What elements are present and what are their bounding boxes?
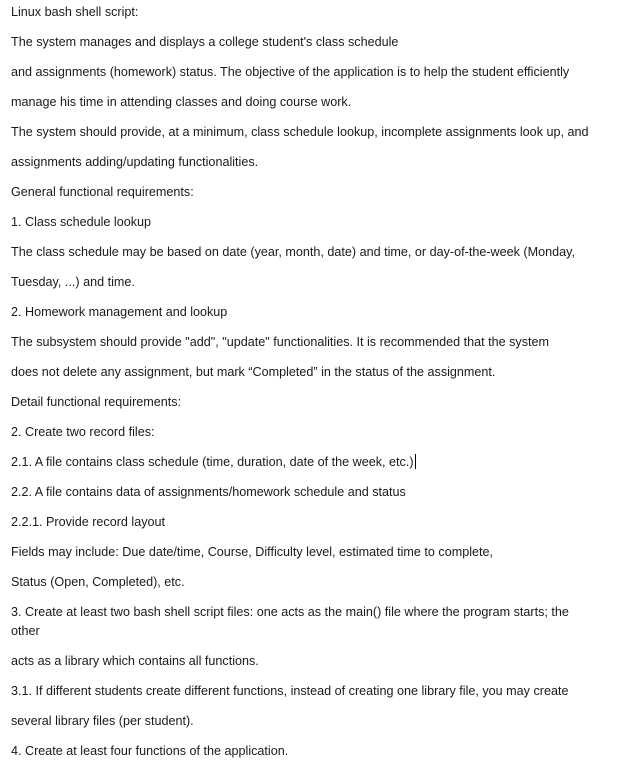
text-cursor bbox=[415, 454, 416, 469]
doc-line-intro-1: The system manages and displays a college student's class schedule bbox=[11, 35, 399, 49]
doc-line-item-3-1-a: 3.1. If different students create different functions, instead of creating one library file, you may create bbox=[11, 684, 569, 698]
doc-line-item-3-2: other bbox=[11, 624, 40, 638]
doc-line-item-1-desc-2: Tuesday, ...) and time. bbox=[11, 275, 135, 289]
doc-line-intro-2: and assignments (homework) status. The objective of the application is to help the student efficiently bbox=[11, 65, 570, 79]
doc-line-detail-2-1-row bbox=[11, 454, 416, 470]
doc-line-detail-2: 2. Create two record files: bbox=[11, 425, 155, 439]
doc-line-item-1-desc-1: The class schedule may be based on date (year, month, date) and time, or day-of-the-week (Monday, bbox=[11, 245, 575, 259]
doc-line-detail-2-1: 2.1. A file contains class schedule (time, duration, date of the week, etc.) bbox=[11, 455, 414, 469]
doc-line-item-3-1-b: several library files (per student). bbox=[11, 714, 194, 728]
doc-line-item-2-desc-2: does not delete any assignment, but mark “Completed” in the status of the assignment. bbox=[11, 365, 496, 379]
doc-line-detail-2-2-1: 2.2.1. Provide record layout bbox=[11, 515, 166, 529]
doc-line-item-2: 2. Homework management and lookup bbox=[11, 305, 228, 319]
doc-line-fields-2: Status (Open, Completed), etc. bbox=[11, 575, 185, 589]
doc-line-fields-1: Fields may include: Due date/time, Course, Difficulty level, estimated time to complete, bbox=[11, 545, 494, 559]
doc-line-detail-heading: Detail functional requirements: bbox=[11, 395, 182, 409]
doc-line-item-2-desc-1: The subsystem should provide "add", "update" functionalities. It is recommended that the system bbox=[11, 335, 550, 349]
doc-line-item-1: 1. Class schedule lookup bbox=[11, 215, 152, 229]
doc-line-detail-2-2: 2.2. A file contains data of assignments/homework schedule and status bbox=[11, 485, 406, 499]
doc-line-title: Linux bash shell script: bbox=[11, 5, 139, 19]
doc-line-general-heading: General functional requirements: bbox=[11, 185, 194, 199]
doc-line-intro-3: manage his time in attending classes and doing course work. bbox=[11, 95, 352, 109]
doc-line-item-4: 4. Create at least four functions of the application. bbox=[11, 744, 289, 758]
doc-line-provide-1: The system should provide, at a minimum, class schedule lookup, incomplete assignments look up, and bbox=[11, 125, 589, 139]
doc-line-provide-2: assignments adding/updating functionalities. bbox=[11, 155, 259, 169]
doc-line-item-3-1: 3. Create at least two bash shell script files: one acts as the main() file where the program starts; the bbox=[11, 605, 569, 619]
doc-line-item-3-3: acts as a library which contains all functions. bbox=[11, 654, 259, 668]
